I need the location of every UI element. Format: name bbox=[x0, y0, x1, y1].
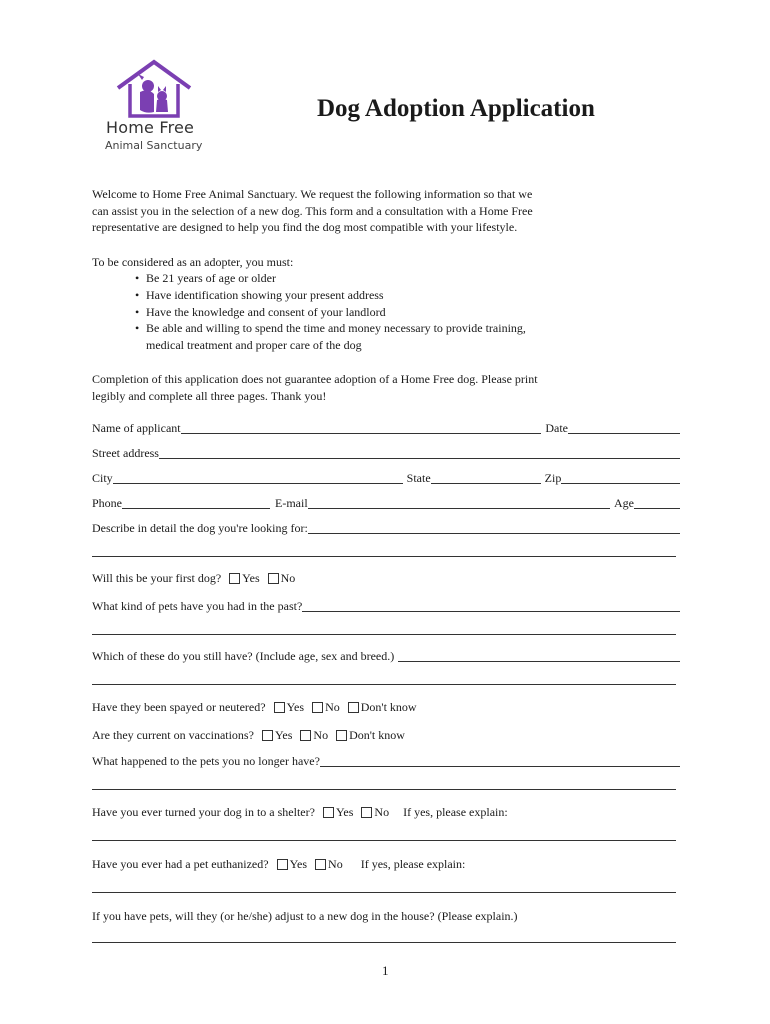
answer-line[interactable] bbox=[92, 942, 676, 943]
no-longer-question: What happened to the pets you no longer have? bbox=[92, 754, 320, 768]
yes-option[interactable]: Yes bbox=[221, 571, 259, 586]
euthanized-question: Have you ever had a pet euthanized? bbox=[92, 857, 269, 871]
intro-line: Welcome to Home Free Animal Sanctuary. We request the following information so that we bbox=[92, 187, 533, 201]
street-row bbox=[92, 445, 680, 461]
checkbox-icon[interactable] bbox=[277, 859, 288, 870]
past-pets-field[interactable] bbox=[302, 600, 680, 612]
zip-field[interactable] bbox=[561, 472, 680, 484]
describe-label: Describe in detail the dog you're looking for: bbox=[92, 521, 308, 535]
checkbox-icon[interactable] bbox=[336, 730, 347, 741]
adjust-row bbox=[92, 908, 680, 924]
no-option[interactable]: No bbox=[307, 857, 343, 872]
checkbox-icon[interactable] bbox=[323, 807, 334, 818]
dont-know-option[interactable]: Don't know bbox=[340, 700, 417, 715]
vaccinations-question: Are they current on vaccinations? bbox=[92, 728, 254, 742]
no-longer-row bbox=[92, 753, 680, 769]
phone-field[interactable] bbox=[122, 497, 270, 509]
answer-line[interactable] bbox=[92, 684, 676, 685]
date-field[interactable] bbox=[568, 422, 680, 434]
yes-option[interactable]: Yes bbox=[266, 700, 304, 715]
state-label: State bbox=[406, 471, 431, 485]
describe-field[interactable] bbox=[308, 522, 680, 534]
answer-line[interactable] bbox=[92, 892, 676, 893]
explain-label: If yes, please explain: bbox=[360, 857, 466, 871]
city-field[interactable] bbox=[113, 472, 403, 484]
name-label: Name of applicant bbox=[92, 421, 181, 435]
age-label: Age bbox=[614, 496, 634, 510]
page-title: Dog Adoption Application bbox=[317, 95, 595, 122]
list-item: • Be able and willing to spend the time and money necessary to provide training, bbox=[135, 321, 526, 336]
email-label: E-mail bbox=[275, 496, 308, 510]
checkbox-icon[interactable] bbox=[361, 807, 372, 818]
page-number: 1 bbox=[382, 963, 389, 978]
adjust-question: If you have pets, will they (or he/she) adjust to a new dog in the house? (Please explain.) bbox=[92, 909, 518, 923]
name-date-row bbox=[92, 420, 680, 436]
logo-subtitle: Animal Sanctuary bbox=[105, 139, 203, 152]
checkbox-icon[interactable] bbox=[229, 573, 240, 584]
answer-line[interactable] bbox=[92, 789, 676, 790]
name-field[interactable] bbox=[181, 422, 542, 434]
email-field[interactable] bbox=[308, 497, 610, 509]
no-option[interactable]: No bbox=[304, 700, 340, 715]
list-item: • Have the knowledge and consent of your landlord bbox=[135, 304, 386, 319]
vaccinations-row bbox=[92, 727, 680, 743]
still-have-row bbox=[92, 648, 680, 664]
dont-know-option[interactable]: Don't know bbox=[328, 728, 405, 743]
describe-row bbox=[92, 520, 680, 536]
euthanized-row bbox=[92, 856, 680, 872]
date-label: Date bbox=[545, 421, 568, 435]
intro-line: representative are designed to help you find the dog most compatible with your lifestyle. bbox=[92, 220, 518, 234]
first-dog-row bbox=[92, 570, 680, 586]
list-item: • Be 21 years of age or older bbox=[135, 271, 276, 285]
still-have-field[interactable] bbox=[398, 650, 680, 662]
list-item: • Have identification showing your present address bbox=[135, 287, 384, 302]
checkbox-icon[interactable] bbox=[274, 702, 285, 713]
spayed-question: Have they been spayed or neutered? bbox=[92, 700, 266, 714]
city-label: City bbox=[92, 471, 113, 485]
answer-line[interactable] bbox=[92, 840, 676, 841]
city-state-zip-row bbox=[92, 470, 680, 486]
completion-note bbox=[92, 371, 538, 404]
past-pets-question: What kind of pets have you had in the past? bbox=[92, 599, 303, 613]
completion-line: Completion of this application does not guarantee adoption of a Home Free dog. Please print bbox=[92, 372, 538, 386]
checkbox-icon[interactable] bbox=[312, 702, 323, 713]
spayed-row bbox=[92, 699, 680, 715]
answer-line[interactable] bbox=[92, 634, 676, 635]
house-dog-cat-icon bbox=[114, 58, 194, 120]
no-option[interactable]: No bbox=[353, 805, 389, 820]
no-option[interactable]: No bbox=[292, 728, 328, 743]
intro-paragraph bbox=[92, 186, 533, 236]
completion-line: legibly and complete all three pages. Thank you! bbox=[92, 388, 327, 403]
first-dog-question: Will this be your first dog? bbox=[92, 571, 222, 585]
phone-email-age-row bbox=[92, 495, 680, 511]
requirements-list bbox=[135, 270, 526, 354]
logo-name: Home Free bbox=[106, 118, 195, 137]
zip-label: Zip bbox=[544, 471, 562, 485]
checkbox-icon[interactable] bbox=[300, 730, 311, 741]
shelter-question: Have you ever turned your dog in to a shelter? bbox=[92, 805, 315, 819]
state-field[interactable] bbox=[431, 472, 541, 484]
no-longer-field[interactable] bbox=[320, 755, 680, 767]
past-pets-row bbox=[92, 598, 680, 614]
answer-line[interactable] bbox=[92, 556, 676, 557]
checkbox-icon[interactable] bbox=[315, 859, 326, 870]
street-field[interactable] bbox=[159, 447, 680, 459]
requirements-intro: To be considered as an adopter, you must: bbox=[92, 255, 294, 269]
yes-option[interactable]: Yes bbox=[269, 857, 307, 872]
yes-option[interactable]: Yes bbox=[315, 805, 353, 820]
no-option[interactable]: No bbox=[260, 571, 296, 586]
intro-line: can assist you in the selection of a new dog. This form and a consultation with a Home Free bbox=[92, 203, 533, 218]
checkbox-icon[interactable] bbox=[262, 730, 273, 741]
age-field[interactable] bbox=[634, 497, 680, 509]
shelter-row bbox=[92, 804, 680, 820]
street-label: Street address bbox=[92, 446, 159, 460]
explain-label: If yes, please explain: bbox=[403, 805, 508, 819]
checkbox-icon[interactable] bbox=[348, 702, 359, 713]
phone-label: Phone bbox=[92, 496, 122, 510]
list-item-continuation: medical treatment and proper care of the dog bbox=[146, 338, 362, 353]
still-have-question: Which of these do you still have? (Include age, sex and breed.) bbox=[92, 649, 395, 663]
home-free-logo bbox=[100, 58, 220, 158]
checkbox-icon[interactable] bbox=[268, 573, 279, 584]
yes-option[interactable]: Yes bbox=[254, 728, 292, 743]
